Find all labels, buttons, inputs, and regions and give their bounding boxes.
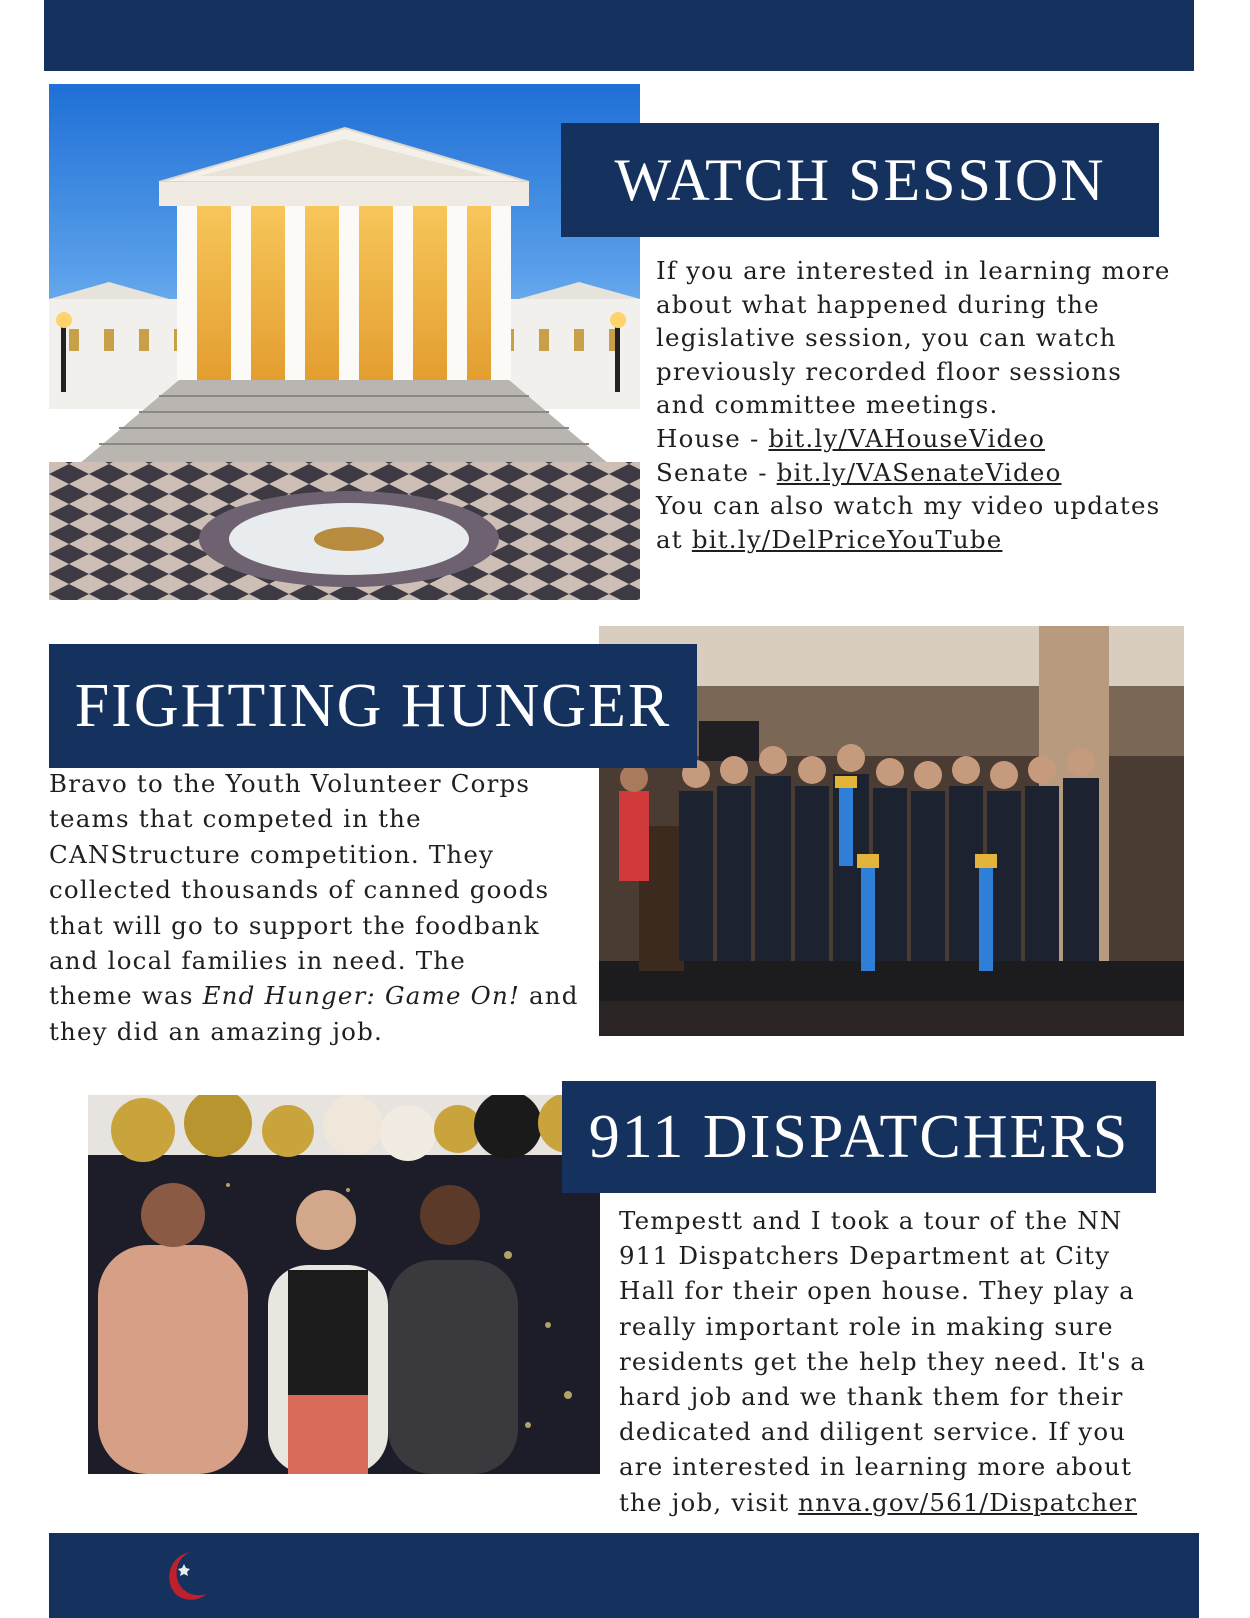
house-video-line xyxy=(656,422,1171,456)
theme-prefix: theme was xyxy=(49,981,203,1011)
senate-label: Senate - xyxy=(656,457,777,487)
text-line: and local families in need. The xyxy=(49,946,466,976)
text-line: are interested in learning more about xyxy=(619,1452,1133,1482)
fighting-hunger-text xyxy=(49,766,579,1049)
text-line: Hall for their open house. They play a xyxy=(619,1276,1135,1306)
bottom-banner xyxy=(49,1533,1199,1618)
text-line: You can also watch my video updates xyxy=(656,491,1161,521)
text-line: really important role in making sure xyxy=(619,1311,1114,1341)
youtube-link[interactable]: bit.ly/DelPriceYouTube xyxy=(691,524,1003,554)
theme-name: End Hunger: Game On! xyxy=(202,981,520,1011)
dispatchers-open-house-photo xyxy=(88,1095,600,1474)
text-line: collected thousands of canned goods xyxy=(49,875,550,905)
dispatcher-link-line xyxy=(619,1485,1146,1520)
text-line: that will go to support the foodbank xyxy=(49,910,540,940)
watch-session-text xyxy=(656,254,1171,556)
capitol-building-photo xyxy=(49,84,640,600)
dispatchers-heading: 911 DISPATCHERS xyxy=(562,1081,1156,1193)
text-line: legislative session, you can watch xyxy=(656,323,1117,353)
senate-video-link[interactable]: bit.ly/VASenateVideo xyxy=(776,457,1062,487)
youtube-line xyxy=(656,523,1171,557)
theme-line xyxy=(49,978,579,1013)
text-line: Tempestt and I took a tour of the NN xyxy=(619,1206,1123,1235)
watch-session-heading: WATCH SESSION xyxy=(561,123,1159,237)
dispatchers-text xyxy=(619,1203,1146,1520)
house-video-link[interactable]: bit.ly/VAHouseVideo xyxy=(768,423,1046,453)
text-line: CANStructure competition. They xyxy=(49,839,495,869)
text-line: they did an amazing job. xyxy=(49,1016,383,1046)
text-line: hard job and we thank them for their xyxy=(619,1382,1124,1412)
house-label: House - xyxy=(656,423,769,453)
text-line: residents get the help they need. It's a xyxy=(619,1346,1147,1376)
dispatcher-job-link[interactable]: nnva.gov/561/Dispatcher xyxy=(798,1487,1138,1517)
dispatcher-link-prefix: the job, visit xyxy=(619,1487,799,1517)
text-line: previously recorded floor sessions xyxy=(656,356,1123,386)
senate-video-line xyxy=(656,456,1171,490)
fighting-hunger-heading: FIGHTING HUNGER xyxy=(49,644,697,768)
text-line: 911 Dispatchers Department at City xyxy=(619,1241,1111,1271)
youtube-label: at xyxy=(656,524,692,554)
text-line: teams that competed in the xyxy=(49,804,422,834)
theme-suffix: and xyxy=(520,981,579,1011)
top-banner xyxy=(44,0,1194,71)
text-line: dedicated and diligent service. If you xyxy=(619,1417,1127,1447)
text-line: about what happened during the xyxy=(656,289,1100,319)
crescent-logo-icon xyxy=(160,1548,210,1604)
text-line: Bravo to the Youth Volunteer Corps xyxy=(49,769,531,798)
text-line: If you are interested in learning more xyxy=(656,256,1171,285)
text-line: and committee meetings. xyxy=(656,390,999,420)
